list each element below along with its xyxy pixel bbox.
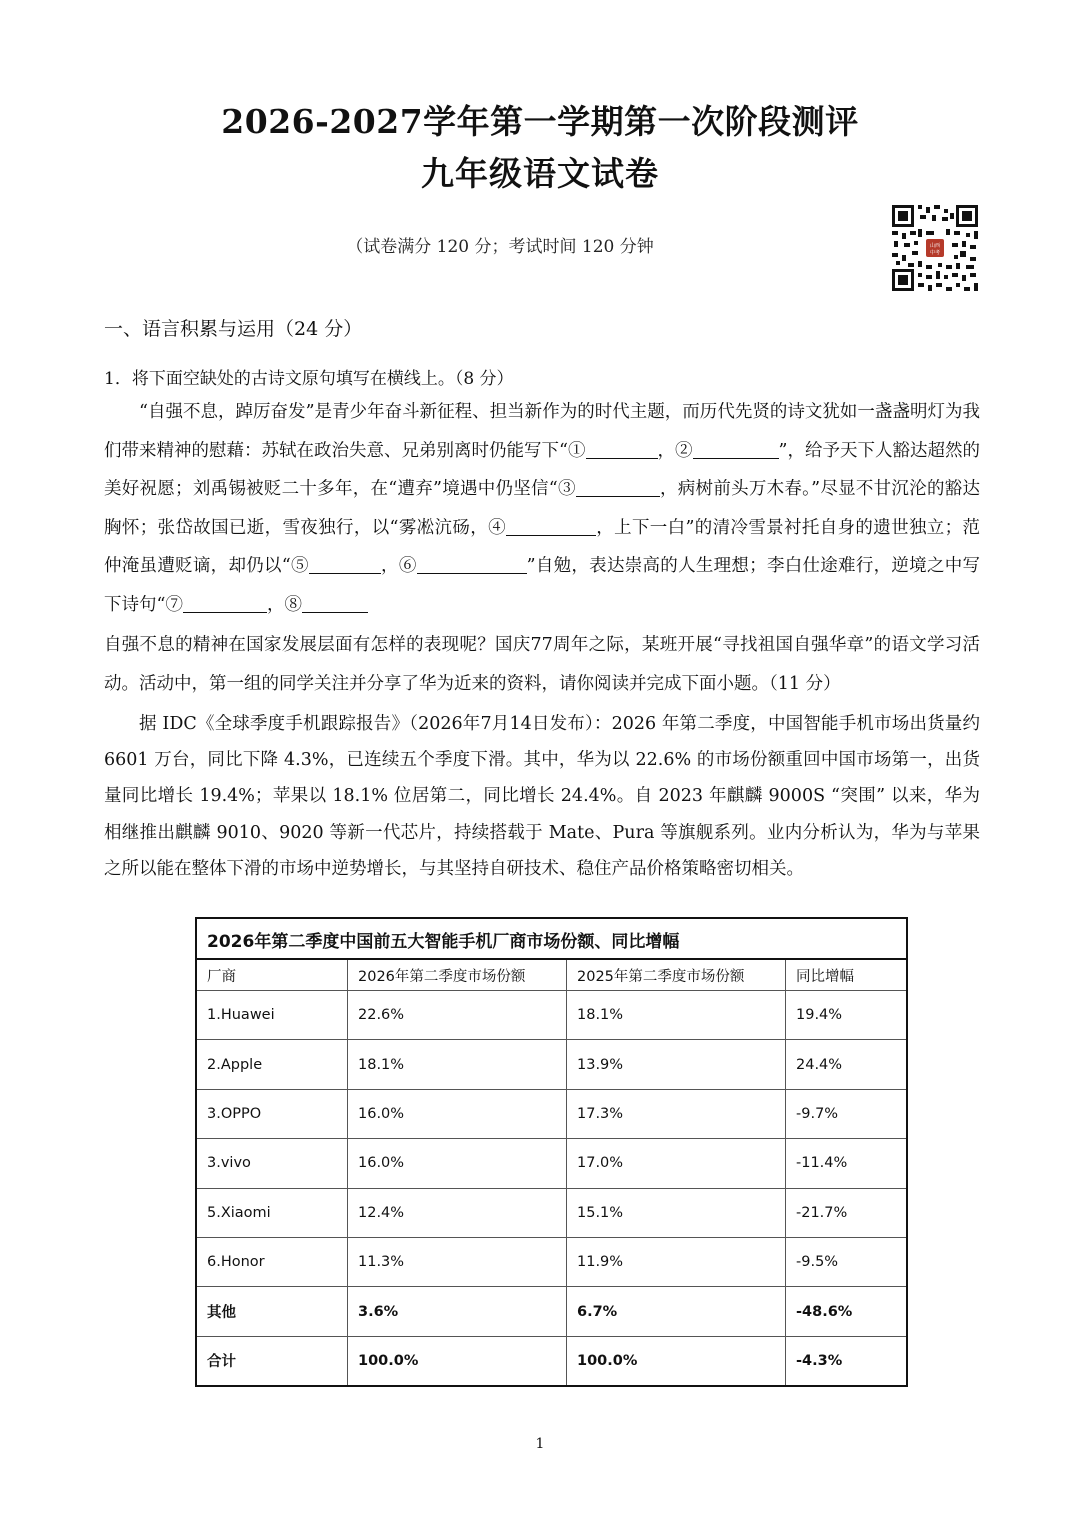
table-cell: 12.4%	[348, 1188, 567, 1237]
qr-code-icon	[890, 203, 980, 293]
table-cell: 6.7%	[567, 1287, 786, 1336]
table-cell: 3.vivo	[196, 1139, 348, 1188]
question-1-passage	[104, 393, 980, 625]
passage-text: ，⑧	[266, 594, 302, 615]
table-cell: 2.Apple	[196, 1040, 348, 1089]
table-cell: 13.9%	[567, 1040, 786, 1089]
exam-subtitle: 九年级语文试卷	[421, 154, 659, 193]
passage-text: ”，给予天下人豁达超然的美好祝愿；刘禹锡被贬二十多年，在“遭弃”境遇中仍坚信“③	[104, 440, 981, 500]
column-header: 2025年第二季度市场份额	[567, 959, 786, 991]
table-cell: 24.4%	[786, 1040, 908, 1089]
table-row	[196, 1237, 907, 1286]
svg-text:中考: 中考	[929, 250, 941, 256]
table-cell: 3.6%	[348, 1287, 567, 1336]
table-cell: 18.1%	[348, 1040, 567, 1089]
table-row	[196, 1139, 907, 1188]
passage-text: ，上下一白”的清冷雪景衬托自身的遗世独立；范仲淹虽遭贬谪，却仍以“⑤	[104, 517, 980, 577]
market-share-table-container	[195, 917, 908, 1377]
activity-intro: 自强不息的精神在国家发展层面有怎样的表现呢？国庆77周年之际，某班开展“寻找祖国自强华章”的语文学习活动。活动中，第一组的同学关注并分享了华为近来的资料，请你阅读并完成下面小题。（11 分）	[104, 635, 980, 694]
table-row	[196, 1336, 907, 1386]
exam-title: 2026-2027学年第一学期第一次阶段测评	[221, 102, 859, 141]
table-row	[196, 1188, 907, 1237]
table-cell: 合计	[196, 1336, 348, 1386]
market-share-table	[195, 917, 908, 1387]
question-1-label: 1．将下面空缺处的古诗文原句填写在横线上。（8 分）	[104, 369, 514, 389]
table-cell: 1.Huawei	[196, 991, 348, 1040]
table-row	[196, 1287, 907, 1336]
table-cell: 17.0%	[567, 1139, 786, 1188]
passage-text: ，病树前头万木春。”尽显不甘沉沦的豁达胸怀；张岱故国已逝，雪夜独行，以“雾凇沆砀，④	[104, 479, 980, 538]
answer-blank-3[interactable]	[576, 479, 660, 498]
answer-blank-1[interactable]	[586, 440, 658, 459]
table-row	[196, 991, 907, 1040]
table-cell: 15.1%	[567, 1188, 786, 1237]
answer-blank-5[interactable]	[309, 556, 381, 575]
svg-text:山西: 山西	[929, 243, 941, 249]
table-cell: 11.9%	[567, 1237, 786, 1286]
table-cell: -9.5%	[786, 1237, 908, 1286]
page-number: 1	[535, 1436, 545, 1452]
column-header: 厂商	[196, 959, 348, 991]
table-cell: -4.3%	[786, 1336, 908, 1386]
section-heading: 一、语言积累与运用（24 分）	[104, 318, 363, 340]
table-cell: 3.OPPO	[196, 1089, 348, 1138]
table-cell: 其他	[196, 1287, 348, 1336]
table-cell: -21.7%	[786, 1188, 908, 1237]
exam-info: （试卷满分 120 分；考试时间 120 分钟	[346, 237, 654, 257]
passage-text: ”自勉，表达崇高的人生理想；李白仕途难行，逆境之中写下诗句“⑦	[104, 556, 981, 615]
table-cell: 22.6%	[348, 991, 567, 1040]
table-cell: 11.3%	[348, 1237, 567, 1286]
answer-blank-8[interactable]	[302, 594, 368, 613]
table-cell: 16.0%	[348, 1139, 567, 1188]
table-cell: 18.1%	[567, 991, 786, 1040]
table-cell: 100.0%	[567, 1336, 786, 1386]
table-title: 2026年第二季度中国前五大智能手机厂商市场份额、同比增幅	[195, 917, 908, 958]
passage-text: ，⑥	[380, 556, 417, 577]
table-cell: -9.7%	[786, 1089, 908, 1138]
column-header: 同比增幅	[786, 959, 908, 991]
table-cell: 100.0%	[348, 1336, 567, 1386]
table-cell: 17.3%	[567, 1089, 786, 1138]
table-row	[196, 1040, 907, 1089]
answer-blank-4[interactable]	[506, 517, 596, 536]
answer-blank-6[interactable]	[417, 556, 527, 575]
table-cell: 16.0%	[348, 1089, 567, 1138]
table-cell: 19.4%	[786, 991, 908, 1040]
passage-text: “自强不息，踔厉奋发”是青少年奋斗新征程、担当新作为的时代主题，而历代先贤的诗文犹如一盏盏明灯为我们带来精神的慰藉：苏轼在政治失意、兄弟别离时仍能写下“①	[104, 402, 980, 461]
table-cell: 6.Honor	[196, 1237, 348, 1286]
material-passage: 据 IDC《全球季度手机跟踪报告》（2026年7月14日发布）：2026 年第二季度，中国智能手机市场出货量约 6601 万台，同比下降 4.3%，已连续五个季度下滑。其中，华为以 22.6% 的市场份额重回中国市场第一，出货量同比增长 19.4%；苹果以 18.1% 位居第二，同比增长 24.4%。自 2023 年麒麟 9000S “突围” 以来，华为相继推出麒麟 9010、9020 等新一代芯片，持续搭载于 Mate、Pura 等旗舰系列。业内分析认为，华为与苹果之所以能在整体下滑的市场中逆势增长，与其坚持自研技术、稳住产品价格策略密切相关。	[104, 714, 980, 879]
answer-blank-2[interactable]	[693, 440, 779, 459]
passage-text: ，②	[657, 440, 693, 461]
table-cell: -11.4%	[786, 1139, 908, 1188]
table-cell: 5.Xiaomi	[196, 1188, 348, 1237]
table-header-row	[196, 959, 907, 991]
table-cell: -48.6%	[786, 1287, 908, 1336]
answer-blank-7[interactable]	[183, 594, 267, 613]
column-header: 2026年第二季度市场份额	[348, 959, 567, 991]
table-row	[196, 1089, 907, 1138]
